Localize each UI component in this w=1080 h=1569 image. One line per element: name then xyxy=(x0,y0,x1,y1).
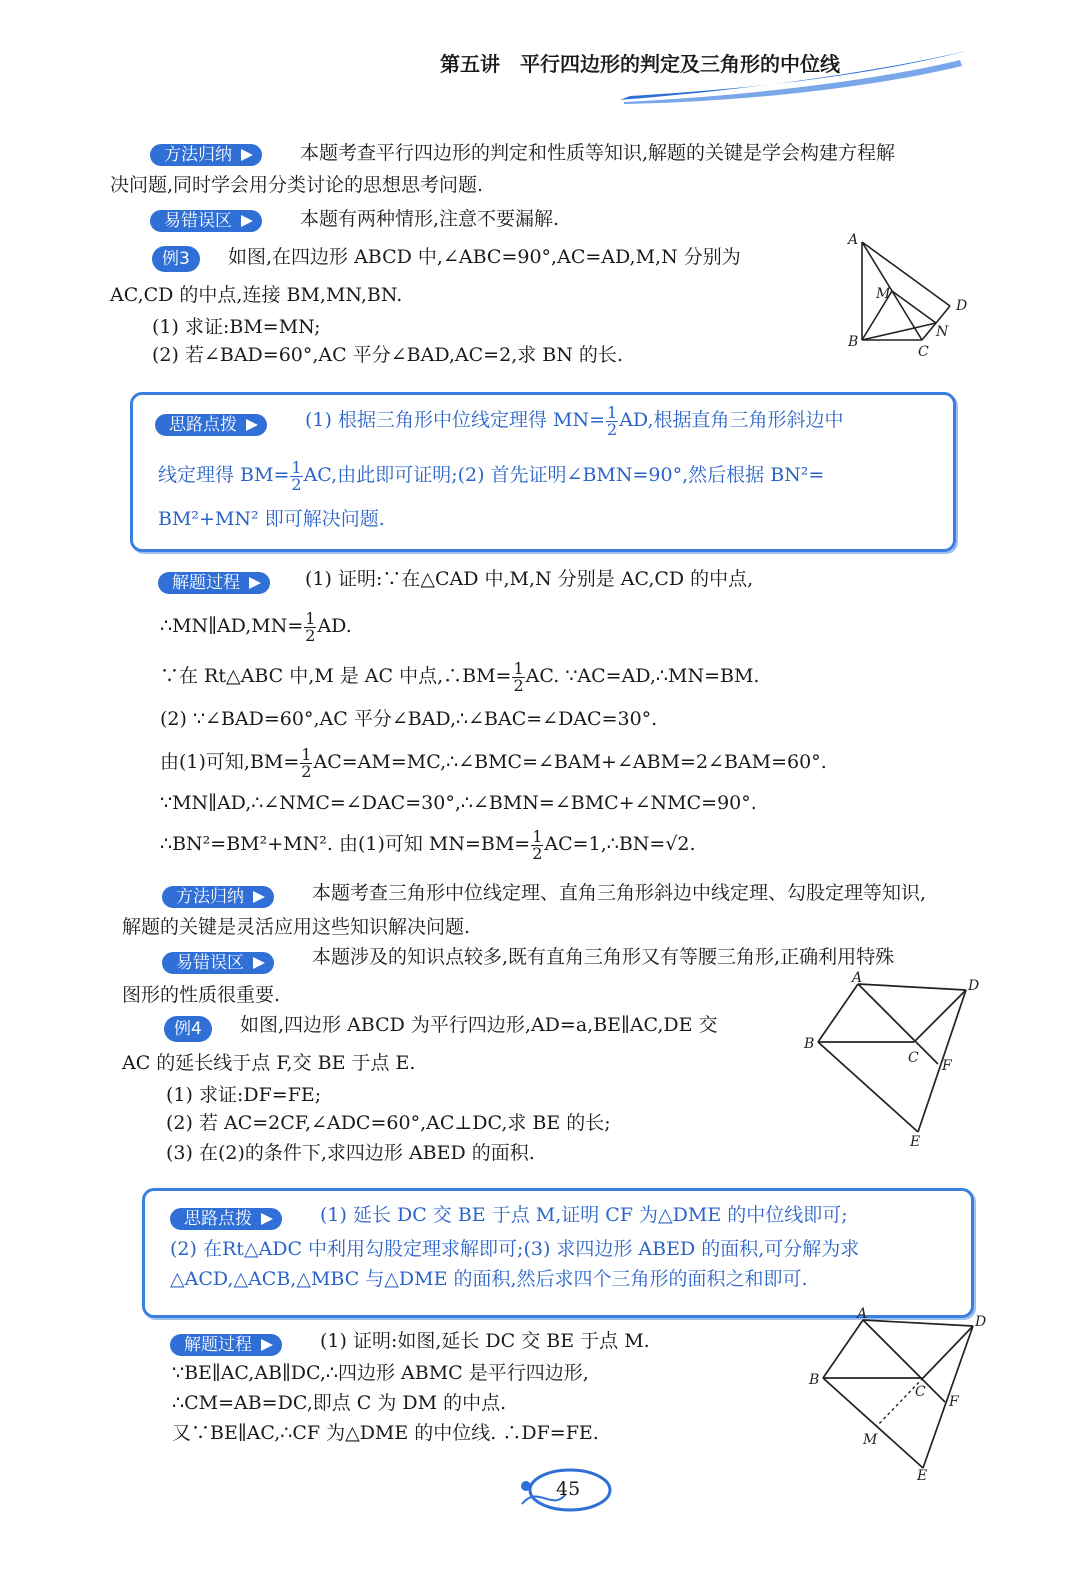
header-swoosh xyxy=(600,46,980,106)
fraction-den: 2 xyxy=(305,625,316,645)
ex3-label-n: N xyxy=(936,324,949,340)
fraction-half xyxy=(300,744,312,781)
fraction-den: 2 xyxy=(291,474,302,494)
method-tag-1: 方法归纳 xyxy=(150,144,262,166)
ex3-hint-line-2 xyxy=(158,458,824,493)
fraction-den: 2 xyxy=(532,843,543,863)
ex3-sol-3b: AC. ∵AC=AD,∴MN=BM. xyxy=(525,665,760,687)
fraction-num: 1 xyxy=(301,744,312,764)
prev-method-line-1: 本题考查平行四边形的判定和性质等知识,解题的关键是学会构建方程解 xyxy=(300,142,896,164)
solution-tag-1: 解题过程 xyxy=(158,572,270,594)
ex3-hint-1b: AD,根据直角三角形斜边中 xyxy=(619,409,844,431)
ex3-solution-4: (2) ∵∠BAD=60°,AC 平分∠BAD,∴∠BAC=∠DAC=30°. xyxy=(160,708,658,730)
ex3-solution-6: ∵MN∥AD,∴∠NMC=∠DAC=30°,∴∠BMN=∠BMC+∠NMC=90°. xyxy=(160,792,757,814)
ex4s-label-m: M xyxy=(863,1432,878,1448)
fraction-num: 1 xyxy=(305,608,316,628)
ex4-question-1: 如图,四边形 ABCD 为平行四边形,AD=a,BE∥AC,DE 交 xyxy=(240,1014,718,1036)
ex3-solution-5 xyxy=(160,742,827,782)
ex3-solution-3 xyxy=(160,656,759,696)
ex3-hint-2b: AC,由此即可证明;(2) 首先证明∠BMN=90°,然后根据 BN²= xyxy=(303,464,825,486)
ex3-label-c: C xyxy=(918,344,929,360)
prev-pitfall-line: 本题有两种情形,注意不要漏解. xyxy=(300,208,560,230)
example-4-label: 例4 xyxy=(164,1016,212,1042)
ex4-hint-line-1: (1) 延长 DC 交 BE 于点 M,证明 CF 为△DME 的中位线即可; xyxy=(320,1204,848,1226)
fraction-den: 2 xyxy=(301,761,312,781)
example-3-label: 例3 xyxy=(152,246,200,272)
ex3-solution-1: (1) 证明:∵在△CAD 中,M,N 分别是 AC,CD 的中点, xyxy=(305,568,754,590)
ex4s-label-a: A xyxy=(857,1306,868,1322)
ex4s-label-b: B xyxy=(809,1372,820,1388)
ex3-question-1: 如图,在四边形 ABCD 中,∠ABC=90°,AC=AD,M,N 分别为 xyxy=(228,246,741,268)
ex3-question-3: (1) 求证:BM=MN; xyxy=(152,316,321,338)
page-number: 45 xyxy=(556,1478,581,1500)
ex4-label-b: B xyxy=(804,1036,815,1052)
ex3-sol-7b: AC=1,∴BN=√2. xyxy=(544,833,696,855)
ex4-label-a: A xyxy=(852,970,863,986)
ex4s-label-d: D xyxy=(975,1314,987,1330)
ex3-sol-2a: ∴MN∥AD,MN= xyxy=(160,615,304,637)
ex3-method-line-1: 本题考查三角形中位线定理、直角三角形斜边中线定理、勾股定理等知识, xyxy=(312,882,927,904)
fraction-half xyxy=(606,402,618,439)
ex4-hint-line-3: △ACD,△ACB,△MBC 与△DME 的面积,然后求四个三角形的面积之和即可. xyxy=(170,1268,808,1290)
ex4-question-5: (3) 在(2)的条件下,求四边形 ABED 的面积. xyxy=(166,1142,535,1164)
ex4s-label-e: E xyxy=(917,1468,928,1484)
ex3-label-a: A xyxy=(848,232,859,248)
ex3-label-m: M xyxy=(876,286,891,302)
pitfall-tag-2: 易错误区 xyxy=(162,952,274,974)
ex4-solution-3: ∴CM=AB=DC,即点 C 为 DM 的中点. xyxy=(172,1392,507,1414)
ex3-figure xyxy=(840,230,980,360)
ex3-hint-line-3: BM²+MN² 即可解决问题. xyxy=(158,508,385,530)
header-title: 第五讲 平行四边形的判定及三角形的中位线 xyxy=(440,52,840,76)
ex4-label-c: C xyxy=(908,1050,919,1066)
ex4-solution-figure xyxy=(805,1306,995,1486)
ex4s-label-c: C xyxy=(915,1384,926,1400)
fraction-den: 2 xyxy=(607,419,618,439)
hint-tag-2: 思路点拨 xyxy=(170,1208,282,1230)
hint-tag-1: 思路点拨 xyxy=(155,414,267,436)
ex3-question-2: AC,CD 的中点,连接 BM,MN,BN. xyxy=(110,284,403,306)
ex4-question-4: (2) 若 AC=2CF,∠ADC=60°,AC⊥DC,求 BE 的长; xyxy=(166,1112,611,1134)
fraction-den: 2 xyxy=(513,675,524,695)
fraction-num: 1 xyxy=(532,826,543,846)
ex3-solution-7 xyxy=(160,824,696,864)
ex4-question-2: AC 的延长线于点 F,交 BE 于点 E. xyxy=(122,1052,416,1074)
ex4s-label-f: F xyxy=(949,1394,959,1410)
prev-method-line-2: 决问题,同时学会用分类讨论的思想思考问题. xyxy=(110,174,484,196)
ex3-sol-5a: 由(1)可知,BM= xyxy=(160,751,300,773)
ex4-label-d: D xyxy=(968,978,980,994)
ex4-label-e: E xyxy=(910,1134,921,1150)
fraction-num: 1 xyxy=(513,658,524,678)
ex3-method-line-2: 解题的关键是灵活应用这些知识解决问题. xyxy=(122,916,471,938)
ex3-hint-line-1 xyxy=(305,403,844,438)
ex3-label-b: B xyxy=(848,334,859,350)
ex4-label-f: F xyxy=(942,1058,952,1074)
fraction-num: 1 xyxy=(291,457,302,477)
ex3-label-d: D xyxy=(956,298,968,314)
ex3-sol-2b: AD. xyxy=(317,615,352,637)
solution-tag-2: 解题过程 xyxy=(170,1334,282,1356)
ex3-pitfall-line-1: 本题涉及的知识点较多,既有直角三角形又有等腰三角形,正确利用特殊 xyxy=(312,946,895,968)
method-tag-2: 方法归纳 xyxy=(162,886,274,908)
ex4-hint-line-2: (2) 在Rt△ADC 中利用勾股定理求解即可;(3) 求四边形 ABED 的面积,可分解为求 xyxy=(170,1238,860,1260)
ex3-sol-7a: ∴BN²=BM²+MN². 由(1)可知 MN=BM= xyxy=(160,833,531,855)
ex3-hint-2a: 线定理得 BM= xyxy=(158,464,290,486)
ex3-question-4: (2) 若∠BAD=60°,AC 平分∠BAD,AC=2,求 BN 的长. xyxy=(152,344,623,366)
ex4-solution-4: 又∵BE∥AC,∴CF 为△DME 的中位线. ∴DF=FE. xyxy=(172,1422,599,1444)
ex3-solution-2 xyxy=(160,606,352,646)
fraction-half xyxy=(531,826,543,863)
fraction-half xyxy=(512,658,524,695)
ex3-pitfall-line-2: 图形的性质很重要. xyxy=(122,984,281,1006)
fraction-half xyxy=(290,457,302,494)
ex4-question-3: (1) 求证:DF=FE; xyxy=(166,1084,322,1106)
ex4-solution-1: (1) 证明:如图,延长 DC 交 BE 于点 M. xyxy=(320,1330,650,1352)
ex4-figure xyxy=(800,968,990,1153)
ex3-hint-1a: (1) 根据三角形中位线定理得 MN= xyxy=(305,409,605,431)
ex4-solution-2: ∵BE∥AC,AB∥DC,∴四边形 ABMC 是平行四边形, xyxy=(172,1362,589,1384)
fraction-num: 1 xyxy=(607,402,618,422)
ex3-sol-5b: AC=AM=MC,∴∠BMC=∠BAM+∠ABM=2∠BAM=60°. xyxy=(313,751,827,773)
fraction-half xyxy=(304,608,316,645)
pitfall-tag-1: 易错误区 xyxy=(150,210,262,232)
ex3-sol-3a: ∵在 Rt△ABC 中,M 是 AC 中点,∴BM= xyxy=(160,665,512,687)
